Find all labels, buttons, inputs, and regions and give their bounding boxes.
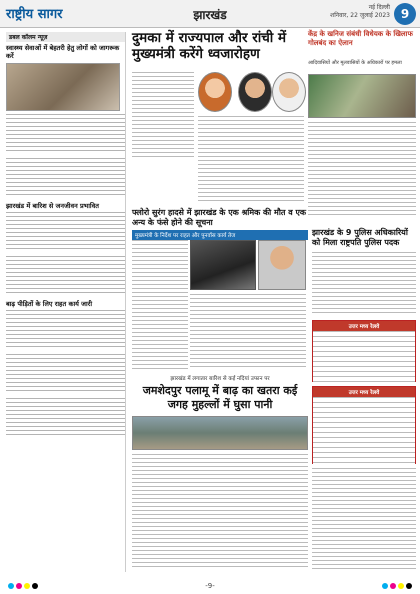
edition-info: [320, 4, 390, 20]
tender-notice-title: उत्तर मध्य रेलवे: [313, 321, 415, 331]
tender-notice-body: [313, 331, 415, 382]
tunnel-photo: [190, 240, 256, 290]
flood-photo: [132, 416, 308, 450]
newspaper-logo: राष्ट्रीय सागर: [6, 7, 63, 22]
cyan-mark-icon: [382, 583, 388, 589]
main-headline-text: दुमका में राज्यपाल और रांची में मुख्यमंत्री करेंगे ध्वजारोहण: [132, 30, 287, 62]
railway-tender-notice: [312, 386, 416, 464]
color-registration-marks: [382, 583, 412, 589]
left-headline-1: स्वास्थ्य सेवाओं में बेहतरी हेतु लोगों को जागरूक करें: [6, 44, 120, 60]
left-column: [6, 32, 126, 572]
governor-portrait: [198, 72, 232, 112]
edition-city: नई दिल्ली: [368, 4, 390, 11]
flood-article-text: [132, 454, 308, 570]
left-headline-3: बाढ़ पीड़ितों के लिए राहत कार्य जारी: [6, 300, 93, 308]
right-article-text: [308, 122, 416, 218]
right-subheadline: आदिवासियों और मूलवासियों के अधिकारों पर हमला: [308, 60, 402, 66]
tunnel-article-text: [132, 240, 188, 370]
article-text: [6, 354, 125, 394]
police-article-text: [312, 252, 416, 316]
main-article-text: [198, 116, 304, 202]
left-headline-2: झारखंड में बारिश से जनजीवन प्रभावित: [6, 202, 99, 210]
magenta-mark-icon: [16, 583, 22, 589]
black-mark-icon: [406, 583, 412, 589]
edition-date: शनिवार, 22 जुलाई 2023: [330, 12, 390, 19]
tender-notice-body: [313, 397, 415, 464]
right-article-text: [312, 468, 416, 570]
article-text: [6, 114, 125, 154]
yellow-mark-icon: [24, 583, 30, 589]
meeting-photo: [6, 63, 120, 111]
color-registration-marks: [8, 583, 38, 589]
article-text: [6, 158, 125, 198]
police-medal-headline: झारखंड के 9 पुलिस अधिकारियों को मिला राष्ट्रपति पुलिस पदक: [312, 228, 408, 247]
main-headline: [132, 30, 304, 62]
article-text: [6, 212, 125, 252]
yellow-mark-icon: [398, 583, 404, 589]
cyan-mark-icon: [8, 583, 14, 589]
tender-notice-title: उत्तर मध्य रेलवे: [313, 387, 415, 397]
tunnel-subheadline: मुख्यमंत्री के निर्देश पर राहत और पुनर्वास कार्य तेज: [132, 230, 308, 240]
official-portrait: [272, 72, 306, 112]
right-headline: केंद्र के खनिज संबंधी विधेयक के खिलाफ गोलबंद का ऐलान: [308, 30, 413, 47]
main-article-text: [132, 72, 194, 160]
masthead: [0, 0, 420, 28]
section-title: झारखंड: [193, 8, 227, 22]
desk-label: डबल कॉलम न्यूज़: [6, 32, 125, 42]
railway-tender-notice: [312, 320, 416, 382]
article-text: [6, 310, 125, 350]
protest-photo: [308, 74, 416, 118]
black-mark-icon: [32, 583, 38, 589]
tunnel-headline: फ्लोरो सुरंग हादसे में झारखंड के एक श्रमिक की मौत व एक अन्य के फंसे होने की सूचना: [132, 208, 307, 227]
article-text: [6, 398, 125, 438]
article-text: [6, 256, 125, 296]
minister-photo: [258, 240, 306, 290]
page-number-badge: 9: [394, 3, 416, 25]
footer-page-number: -9-: [205, 582, 215, 590]
chief-minister-portrait: [238, 72, 272, 112]
flood-headline: जमशेदपुर पलामू में बाढ़ का खतरा कई जगह मुहल्लों में घुसा पानी: [142, 384, 298, 411]
magenta-mark-icon: [390, 583, 396, 589]
tunnel-article-text: [190, 294, 306, 370]
footer: [0, 578, 420, 594]
flood-kicker: झारखंड में लगातार बारिश से कई नदियां उफान पर: [170, 376, 270, 382]
